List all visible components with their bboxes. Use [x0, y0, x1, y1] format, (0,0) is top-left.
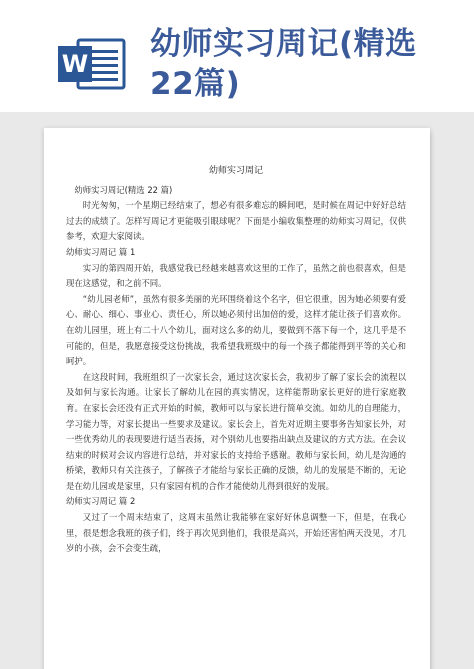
document-paragraphs	[66, 183, 406, 557]
paragraph: 时光匆匆，一个星期已经结束了，想必有很多难忘的瞬间吧，是时候在周记中好好总结过去的成绩了。怎样写周记才更能吸引眼球呢？下面是小编收集整理的幼师实习周记，仅供参考，欢迎大家阅读。	[66, 200, 406, 242]
logo-letter: W	[61, 50, 89, 78]
paragraph: 幼师实习周记(精选 22 篇)	[74, 184, 173, 195]
document-preview	[0, 112, 474, 669]
paragraph: “幼儿园老师”，虽然有很多美丽的光环围绕着这个名字，但它很重，因为她必须要有爱心、耐心、细心、事业心、责任心，所以她必须付出加倍的爱，这样才能让孩子们喜欢你。在幼儿园里，班上有二十八个幼儿，面对这么多的幼儿，要做到不落下每一个，这几乎是不可能的，但是，我愿意接受这份挑战，我希望我班级中的每一个孩子都能得到平等的关心和呵护。	[66, 293, 406, 367]
document-body	[66, 164, 406, 557]
word-document-icon	[58, 38, 128, 90]
paragraph: 又过了一个周末结束了，这周末虽然让我能够在家好好休息调整一下，但是，在我心里，很是想念我班的孩子们，终于再次见到他们，我很是高兴，开始还害怕两天没见，才几岁的小孩，会不会变生疏，	[66, 512, 406, 554]
document-page	[44, 128, 430, 669]
header	[0, 0, 474, 112]
paragraph: 在这段时间，我班组织了一次家长会，通过这次家长会，我初步了解了家长会的流程以及如何与家长沟通。让家长了解幼儿在园的真实情况，这样能帮助家长更好的进行家庭教育。在家长会还没有正式开始的时候，教师可以与家长进行简单交流。如幼儿的自理能力，学习能力等，对家长提出一些要求及建议。家长会上，首先对近期主要事务告知家长外，对一些优秀幼儿的表现要进行适当表扬，对个别幼儿也要指出缺点及建议的方式方法。在会议结束的时候对会议内容进行总结，并对家长的支持给予感谢。教师与家长间，幼儿是沟通的桥梁，教师只有关注孩子，了解孩子才能给与家长正确的反馈，幼儿的发展是不断的，无论是在幼儿园或是家里，只有家园有机的合作才能使幼儿得到很好的发展。	[66, 371, 406, 491]
paragraph: 实习的第四周开始，我感觉我已经越来越喜欢这里的工作了，虽然之前也很喜欢，但是现在这感觉，和之前不同。	[66, 262, 406, 289]
document-heading: 幼师实习周记	[208, 166, 263, 176]
section-heading: 幼师实习周记 篇 2	[66, 496, 136, 507]
section-heading: 幼师实习周记 篇 1	[66, 246, 136, 257]
page-title: 幼师实习周记(精选22篇)	[150, 26, 417, 102]
